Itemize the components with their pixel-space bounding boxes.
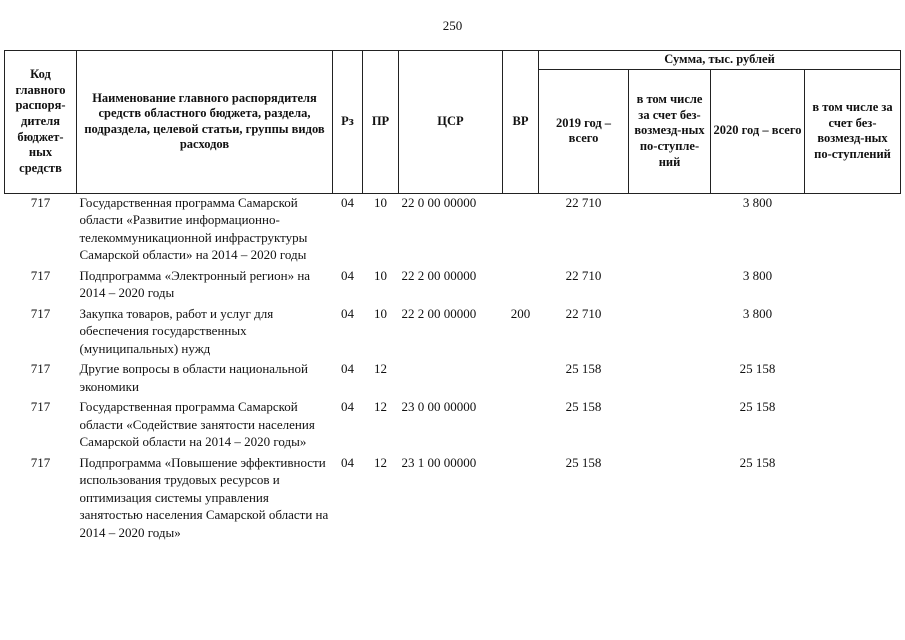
- cell-name: Государственная программа Самарской области «Содействие занятости населения Самарской области на 2014 – 2020 годы»: [79, 399, 315, 450]
- cell-2020-total: 3 800: [742, 194, 773, 210]
- cell-2019-free: [629, 360, 711, 398]
- cell-2020-total: 25 158: [739, 454, 776, 470]
- table-header: [5, 51, 901, 194]
- cell-csr: [399, 360, 503, 398]
- cell-csr: 23 1 00 00000: [401, 454, 477, 470]
- cell-2019-free: [629, 267, 711, 305]
- cell-vr: 200: [510, 305, 531, 321]
- cell-2020-free: [805, 398, 901, 454]
- cell-2019-free: [629, 454, 711, 545]
- cell-vr: [503, 398, 539, 454]
- cell-2019-total: 25 158: [565, 454, 602, 470]
- cell-2020-total: 25 158: [739, 399, 776, 415]
- cell-name: Подпрограмма «Повышение эффективности использования трудовых ресурсов и оптимизация системы управления занятостью населения Самарской области на 2014 – 2020 годы»: [79, 454, 329, 540]
- cell-2020-total: 3 800: [742, 267, 773, 283]
- cell-pr: 12: [374, 361, 387, 377]
- cell-vr: [503, 360, 539, 398]
- cell-rz: 04: [341, 454, 354, 470]
- cell-name: Закупка товаров, работ и услуг для обеспечения государственных (муниципальных) нужд: [79, 305, 274, 356]
- cell-2019-free: [629, 398, 711, 454]
- cell-csr: 22 2 00 00000: [401, 305, 477, 321]
- cell-rz: 04: [341, 267, 354, 283]
- cell-csr: 23 0 00 00000: [401, 399, 477, 415]
- cell-2020-free: [805, 360, 901, 398]
- cell-2019-total: 22 710: [565, 267, 602, 283]
- table-row: [5, 454, 901, 545]
- cell-2020-free: [805, 305, 901, 361]
- cell-rz: 04: [341, 194, 354, 210]
- cell-2020-total: 3 800: [742, 305, 773, 321]
- table-body: [5, 193, 901, 544]
- cell-csr: 22 0 00 00000: [401, 194, 477, 210]
- cell-rz: 04: [341, 361, 354, 377]
- header-2019-free: в том числе за счет без-возмезд-ных по-ступле-ний: [629, 69, 711, 193]
- cell-rz: 04: [341, 305, 354, 321]
- cell-pr: 10: [374, 194, 387, 210]
- cell-2019-total: 25 158: [565, 399, 602, 415]
- table-row: [5, 267, 901, 305]
- header-rz: Рз: [333, 51, 363, 194]
- header-sum: Сумма, тыс. рублей: [539, 51, 901, 70]
- cell-2020-free: [805, 193, 901, 267]
- cell-csr: 22 2 00 00000: [401, 267, 477, 283]
- cell-name: Государственная программа Самарской области «Развитие информационно-телекоммуникационной инфраструктуры Самарской области» на 2014 – 2020 годы: [79, 194, 308, 263]
- table-row: [5, 398, 901, 454]
- cell-code: 717: [30, 305, 51, 321]
- cell-code: 717: [30, 194, 51, 210]
- cell-code: 717: [30, 267, 51, 283]
- table-row: [5, 193, 901, 267]
- cell-vr: [503, 193, 539, 267]
- cell-2019-free: [629, 305, 711, 361]
- cell-name: Подпрограмма «Электронный регион» на 2014 – 2020 годы: [79, 267, 311, 301]
- cell-pr: 10: [374, 267, 387, 283]
- cell-2020-free: [805, 454, 901, 545]
- cell-2020-total: 25 158: [739, 361, 776, 377]
- cell-2019-total: 22 710: [565, 194, 602, 210]
- table-row: [5, 360, 901, 398]
- header-2020-free: в том числе за счет без-возмезд-ных по-ступлений: [805, 69, 901, 193]
- cell-2019-free: [629, 193, 711, 267]
- cell-vr: [503, 454, 539, 545]
- cell-pr: 10: [374, 305, 387, 321]
- header-csr: ЦСР: [399, 51, 503, 194]
- header-2020-total: 2020 год – всего: [711, 69, 805, 193]
- cell-code: 717: [30, 399, 51, 415]
- cell-2019-total: 25 158: [565, 361, 602, 377]
- budget-table: [4, 50, 901, 544]
- header-pr: ПР: [363, 51, 399, 194]
- cell-rz: 04: [341, 399, 354, 415]
- cell-2020-free: [805, 267, 901, 305]
- header-vr: ВР: [503, 51, 539, 194]
- header-2019-total: 2019 год – всего: [539, 69, 629, 193]
- cell-name: Другие вопросы в области национальной экономики: [79, 361, 308, 394]
- table-row: [5, 305, 901, 361]
- page-number: 250: [442, 18, 463, 33]
- cell-code: 717: [30, 361, 51, 377]
- header-name: Наименование главного распорядителя средств областного бюджета, раздела, подраздела, целевой статьи, группы видов расходов: [77, 51, 333, 194]
- cell-pr: 12: [374, 399, 387, 415]
- cell-2019-total: 22 710: [565, 305, 602, 321]
- cell-vr: [503, 267, 539, 305]
- cell-pr: 12: [374, 454, 387, 470]
- cell-code: 717: [30, 454, 51, 470]
- header-code: Код главного распоря-дителя бюджет-ных средств: [5, 51, 77, 194]
